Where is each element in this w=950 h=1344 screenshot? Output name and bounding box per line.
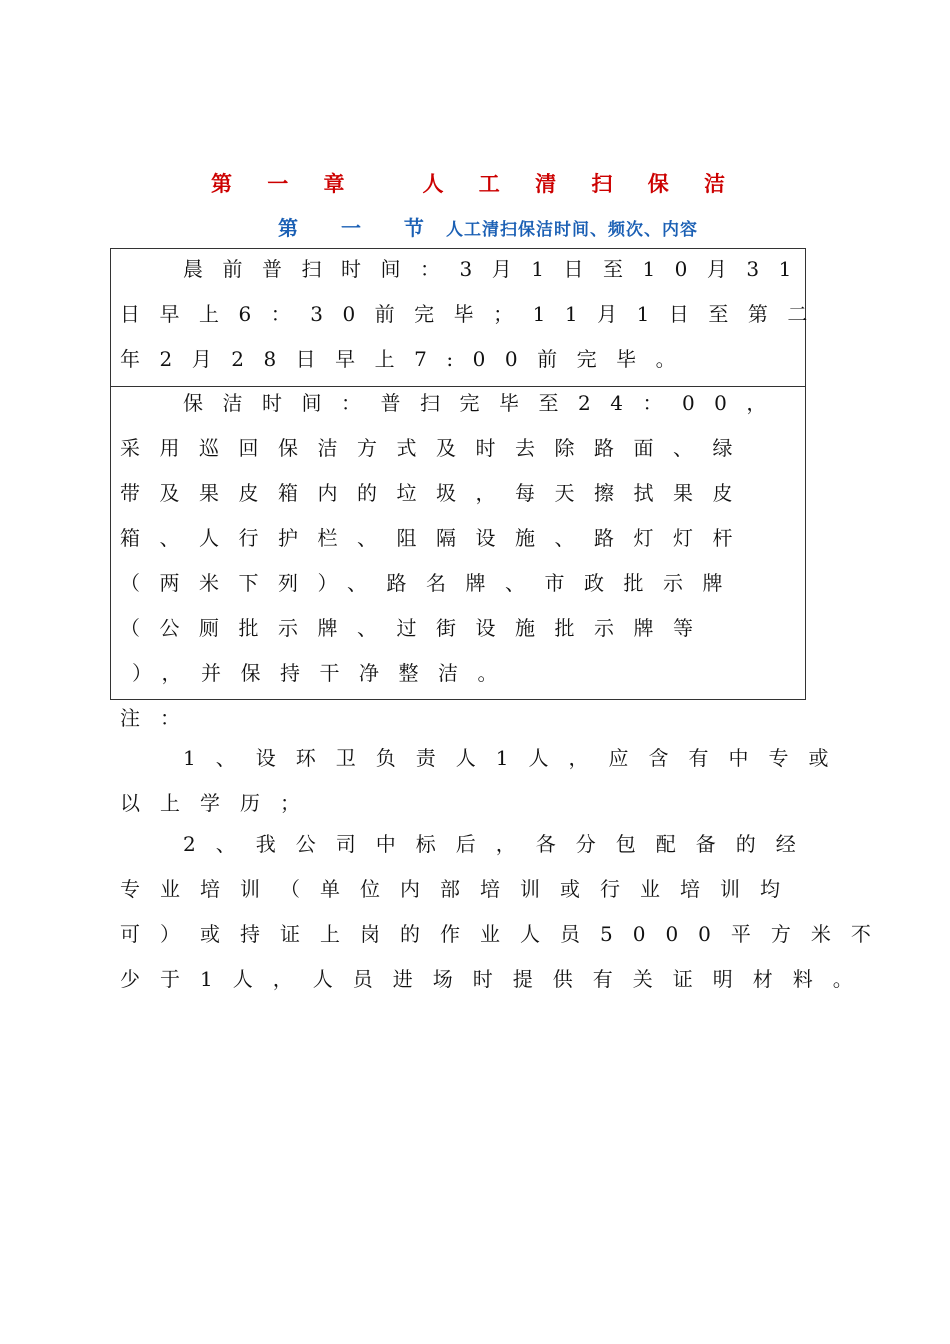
chapter-title: 第 一 章 人 工 清 扫 保 洁 xyxy=(210,171,740,196)
table-row-2-line-6: （公厕批示牌、过街设施批示牌等 xyxy=(120,616,713,640)
table-row-2-line-5: （两米下列）、路名牌、市政批示牌 xyxy=(120,571,742,595)
table-row-1-line-3: 年2月28日早上7:00前完毕。 xyxy=(120,347,696,371)
note-2-line-1: 2、我公司中标后，各分包配备的经 xyxy=(183,832,816,856)
table-row-2-line-4: 箱、人行护栏、阻隔设施、路灯灯杆 xyxy=(120,526,752,550)
note-2-line-2: 专业培训（单位内部培训或行业培训均 xyxy=(120,877,800,901)
note-2-line-4: 少于1人，人员进场时提供有关证明材料。 xyxy=(120,967,873,991)
table-row-2-line-2: 采用巡回保洁方式及时去除路面、绿 xyxy=(120,436,752,460)
table-row-1-line-1: 晨前普扫时间：3月1日至10月31 xyxy=(183,257,811,281)
note-1-line-2: 以上学历； xyxy=(120,791,320,815)
note-1-line-1: 1、设环卫负责人1人，应含有中专或 xyxy=(183,746,849,770)
note-2-line-3: 可）或持证上岗的作业人员5000平方米不 xyxy=(120,922,891,946)
section-heading xyxy=(0,212,950,242)
section-number: 第 一 节 xyxy=(278,216,442,240)
table-row-2-line-7: ），并保持干净整洁。 xyxy=(132,661,517,685)
table-row-2-line-3: 带及果皮箱内的垃圾，每天擦拭果皮 xyxy=(120,481,752,505)
table-row-2-line-1: 保洁时间：普扫完毕至24：00， xyxy=(183,391,786,415)
table-row-1-line-2: 日早上6：30前完毕；11月1日至第二 xyxy=(120,302,827,326)
notes-label: 注： xyxy=(120,706,200,730)
section-title: 人工清扫保洁时间、频次、内容 xyxy=(446,220,698,240)
